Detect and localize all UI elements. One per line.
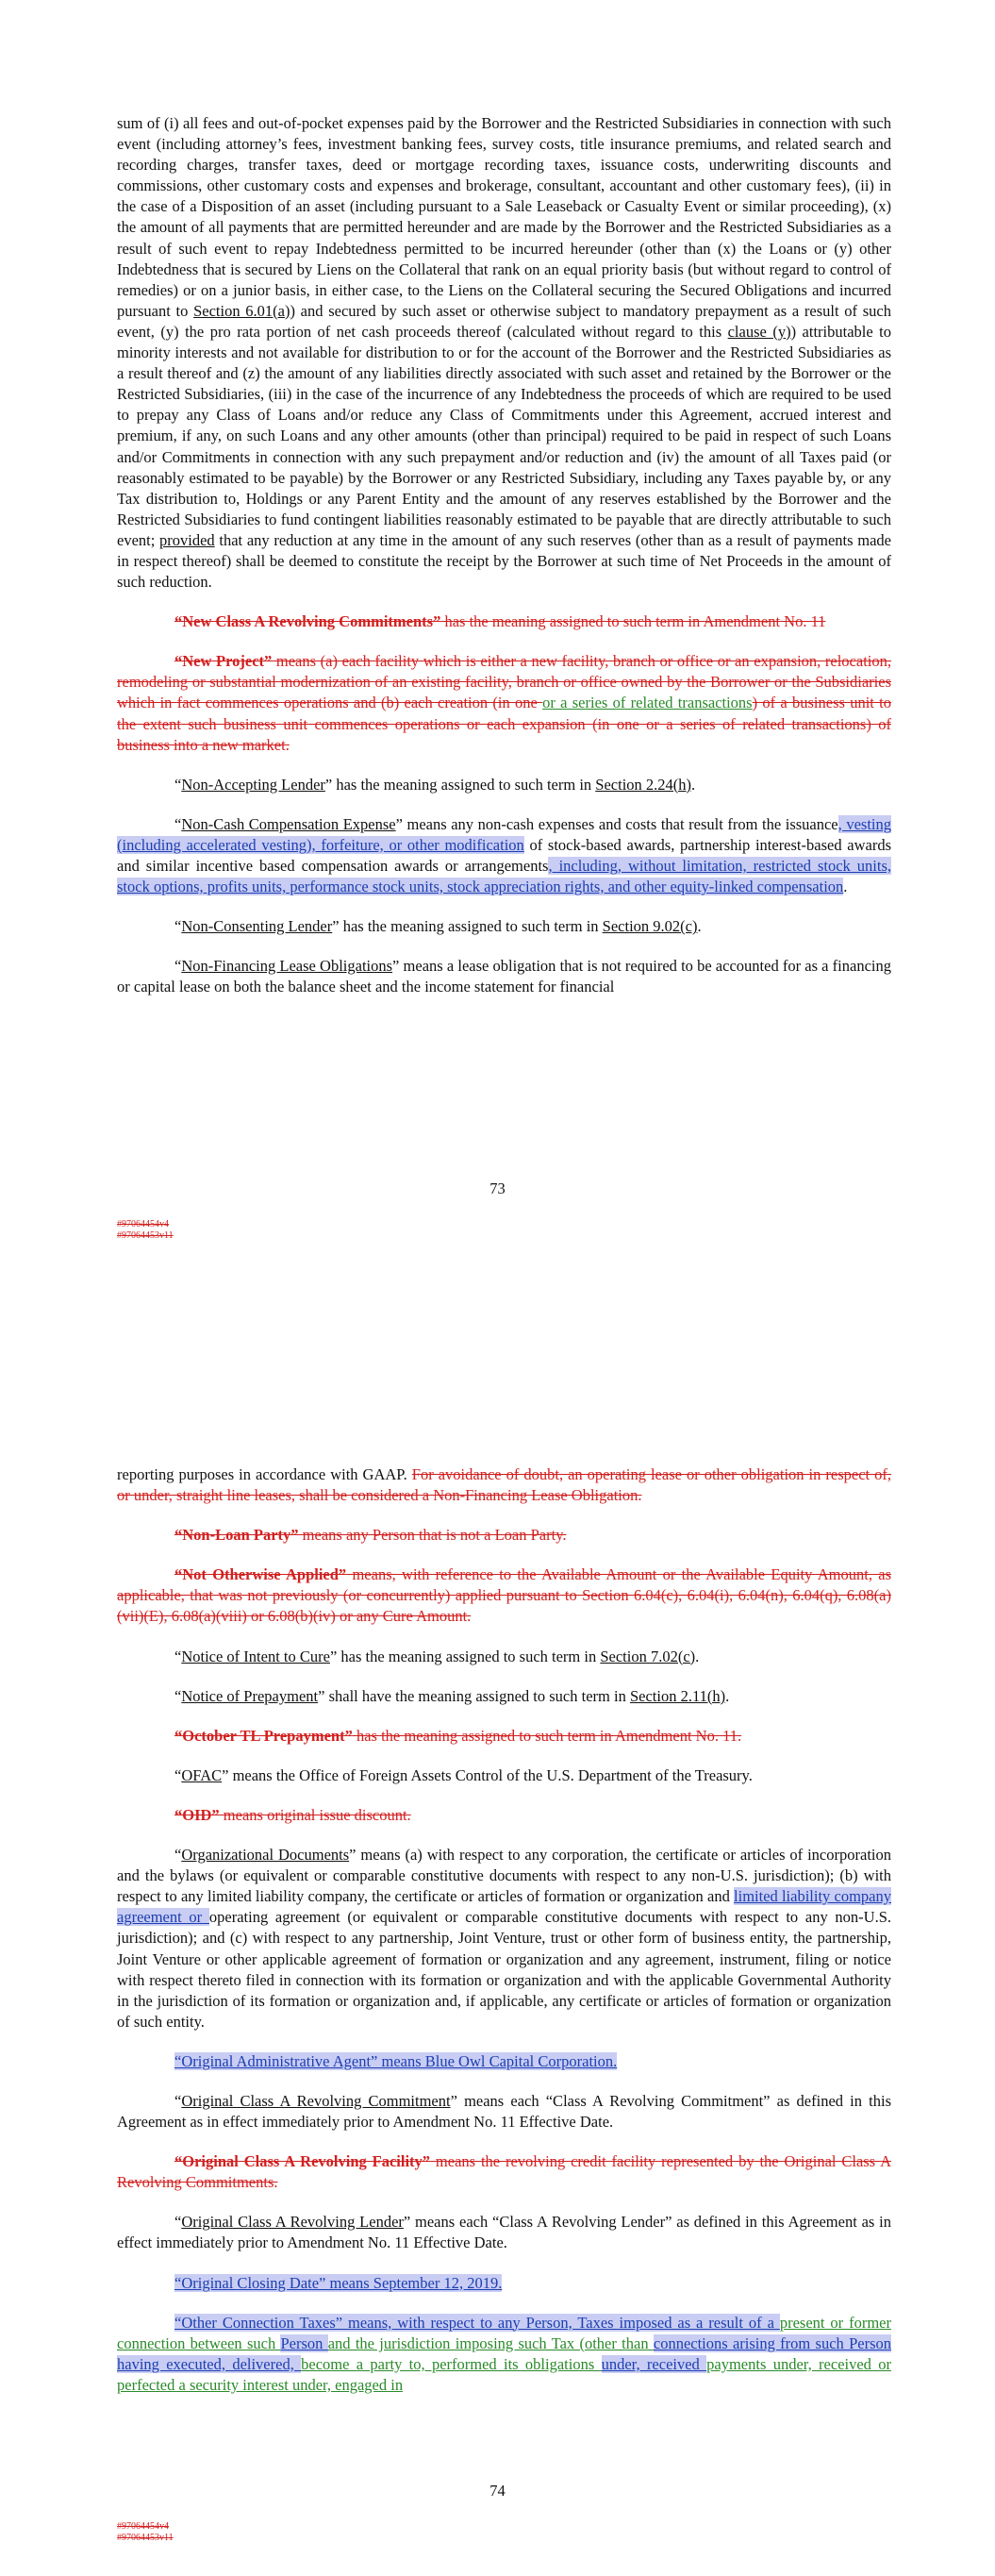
definition-non-cash-compensation-expense [0, 814, 995, 897]
inserted-text: limited liability company agreement or [117, 1887, 891, 1927]
quote: “ [174, 2091, 182, 2110]
document-id-footer [117, 2521, 174, 2544]
text: ) and secured by such asset or otherwise subject to mandatory prepayment as a result of such event, (y) the pro rata portion of net cash proceeds thereof (calculated without regard to this [117, 301, 891, 341]
inserted-text: “Original Closing Date” means September 12, 2019. [174, 2273, 503, 2292]
definition-non-consenting-lender [0, 916, 995, 937]
punct: . [697, 917, 702, 936]
deleted-text: For avoidance of doubt, an operating lease or other obligation in respect of, or under, straight line leases, shall be considered a Non-Financing Lease Obligation. [117, 1465, 891, 1505]
definition-text: ” shall have the meaning assigned to such term in [318, 1686, 630, 1705]
text: sum of (i) all fees and out-of-pocket expenses paid by the Borrower and the Restricted Subsidiaries in connection with such event (including attorney’s fees, investment banking fees, survey costs, title insurance premiums, and related search and recording charges, transfer taxes, deed or mortgage recording taxes, issuance costs, underwriting discounts and commissions, other customary costs and expenses and brokerage, consultant, accountant and other customary fees), (ii) in the case of a Disposition of an asset (including pursuant to a Sale Leaseback or Casualty Event or similar proceeding), (x) the amount of all payments that are permitted hereunder and are made by the Borrower and the Restricted Subsidiaries as a result of such event to repay Indebtedness permitted to be incurred hereunder (other than (x) the Loans or (y) other Indebtedness that is secured by Liens on the Collateral that rank on an equal priority basis (but without regard to control of remedies) or on a junior basis, in either case, to the Liens on the Collateral securing the Secured Obligations and incurred pursuant to [117, 114, 891, 320]
defined-term: Organizational Documents [181, 1846, 350, 1865]
definition-october-tl-prepayment [0, 1726, 995, 1747]
section-reference: Section 9.02(c) [602, 917, 698, 936]
text: that any reduction at any time in the amount of any such reserves (other than as a result of payments made in respect thereof) shall be deemed to constitute the receipt by the Borrower at such time of Net Proceeds in the amount of such reduction. [117, 530, 891, 592]
definition-text: ” means a lease obligation that is not required to be accounted for as a financing or capital lease on both the balance sheet and the income statement for financial [117, 957, 891, 996]
quote: “ [174, 957, 182, 976]
text: reporting purposes in accordance with GAAP. [117, 1465, 412, 1483]
doc-id: #97064454v4 [117, 2521, 169, 2532]
document-id-footer [117, 1219, 174, 1242]
quote: “ [174, 2213, 182, 2232]
page-74 [0, 1464, 995, 2396]
moved-text: become a party to, performed its obligations [301, 2354, 602, 2373]
defined-term: “Not Otherwise Applied” [174, 1565, 347, 1584]
definition-non-loan-party [0, 1525, 995, 1546]
punct: . [695, 1647, 700, 1665]
defined-term: Original Class A Revolving Commitment [181, 2091, 451, 2110]
section-reference: Section 7.02(c) [600, 1647, 696, 1665]
definition-organizational-documents [0, 1845, 995, 2032]
deleted-text: means (a) each facility which is either a new facility, branch or office or an expansion, relocation, remodeling or substantial modernization of an existing facility, branch or office owned by the Borrower or the Subsidiaries which in fact commences operations and (b) each creation (in one [117, 652, 891, 712]
definition-text: means any Person that is not a Loan Party. [298, 1526, 567, 1545]
defined-term: “New Class A Revolving Commitments” [174, 612, 441, 631]
definition-non-accepting-lender [0, 775, 995, 795]
section-reference: Section 2.24(h) [595, 775, 692, 794]
definition-text: means original issue discount. [219, 1805, 411, 1824]
page-number: 73 [489, 1179, 506, 1197]
defined-term: Non-Accepting Lender [181, 775, 325, 794]
doc-id: #97064453v11 [117, 1230, 174, 1241]
clause-reference: clause (y) [727, 322, 791, 341]
defined-term: “Original Class A Revolving Facility” [174, 2152, 431, 2171]
defined-term: OFAC [181, 1765, 223, 1784]
inserted-text: connections arising from such Person having executed, delivered, [117, 2333, 891, 2373]
page-number: 74 [489, 2482, 506, 2500]
inserted-text: “Original Administrative Agent” means Blue Owl Capital Corporation. [174, 2051, 618, 2070]
definition-text: ” has the meaning assigned to such term in [332, 917, 603, 936]
moved-text: or a series of related transactions [542, 694, 753, 712]
inserted-text: , including, without limitation, restricted stock units, stock options, profits units, performance stock units, stock appreciation rights, and other equity-linked compensation [117, 857, 891, 896]
definition-text: ” means each “Class A Revolving Lender” as defined in this Agreement as in effect immediately prior to Amendment No. 11 Effective Date. [117, 2213, 891, 2252]
defined-term: Notice of Prepayment [181, 1686, 319, 1705]
definition-text: means, with reference to the Available Amount or the Available Equity Amount, as applicable, that was not previously (or concurrently) applied pursuant to Section 6.04(c), 6.04(i), 6.04(n), 6.04(q), 6.08(a)(vii)(E), 6.08(a)(viii) or 6.08(b)(iv) or any Cure Amount. [117, 1565, 891, 1626]
definition-text: of stock-based awards, partnership interest-based awards and similar incentive based compensation awards or arrangements [117, 835, 891, 875]
deleted-text: ) of a business unit to the extent such business unit commences operations or each expansion (in one or a series of related transactions) of business into a new market. [117, 694, 891, 754]
defined-term: “October TL Prepayment” [174, 1726, 353, 1745]
quote: “ [174, 814, 182, 833]
quote: “ [174, 1686, 182, 1705]
punct: . [691, 775, 696, 794]
quote: “ [174, 775, 182, 794]
definition-other-connection-taxes [0, 2313, 995, 2396]
definition-original-closing-date [0, 2273, 995, 2294]
provided-term: provided [159, 530, 215, 549]
inserted-text: Person [280, 2333, 328, 2352]
section-reference: Section 6.01(a) [193, 301, 290, 320]
definition-text: operating agreement (or equivalent or comparable constitutive documents with respect to any non-U.S. jurisdiction); and (c) with respect to any partnership, Joint Venture, trust or other form of business entity, the partnership, Joint Venture or other applicable agreement of formation or organization and any agreement, instrument, filing or notice with respect thereto filed in connection with its formation or organization and with the applicable Governmental Authority in the jurisdiction of its formation or organization and, if applicable, any certificate or articles of formation or organization of such entity. [117, 1908, 892, 2031]
moved-text: and the jurisdiction imposing such Tax (other than [327, 2333, 654, 2352]
inserted-text: under, received [601, 2354, 707, 2373]
moved-text: payments under, received or perfected a security interest under, engaged in [117, 2354, 892, 2394]
definition-text: ” has the meaning assigned to such term in [324, 775, 596, 794]
defined-term: Notice of Intent to Cure [181, 1647, 330, 1665]
doc-id: #97064453v11 [117, 2533, 174, 2543]
definition-original-class-a-revolving-lender [0, 2212, 995, 2253]
definition-text: means the revolving credit facility represented by the Original Class A Revolving Commitments. [117, 2152, 891, 2192]
defined-term: “OID” [174, 1805, 220, 1824]
net-proceeds-continuation [0, 113, 995, 593]
defined-term: Non-Cash Compensation Expense [181, 814, 396, 833]
definition-text: has the meaning assigned to such term in Amendment No. 11. [352, 1726, 742, 1745]
definition-ofac [0, 1765, 995, 1786]
defined-term: “New Project” [174, 652, 273, 671]
quote: “ [174, 1765, 182, 1784]
page-73 [0, 113, 995, 997]
text: ) attributable to minority interests and not available for distribution to or for the account of the Borrower and the Restricted Subsidiaries as a result thereof and (z) the amount of any liabilities directly associated with such asset and retained by the Borrower or the Restricted Subsidiaries, (iii) in the case of the incurrence of any Indebtedness the proceeds of which are required to be used to prepay any Class of Loans and/or reduce any Class of Commitments under this Agreement, accrued interest and premium, if any, on such Loans and any other amounts (other than principal) required to be paid in respect of such Loans and/or Commitments in connection with any such prepayment and/or reduction and (iv) the amount of all Taxes paid (or reasonably estimated to be payable) by the Borrower or any Restricted Subsidiary, including any Taxes payable by, or any Tax distribution to, Holdings or any Parent Entity and the amount of any reserves established by the Borrower and the Restricted Subsidiaries to fund contingent liabilities reasonably estimated to be payable that are directly attributable to such event; [117, 322, 892, 549]
definition-text: ” means (a) with respect to any corporation, the certificate or articles of incorporation and the bylaws (or equivalent or comparable constitutive documents with respect to any non-U.S. jurisdiction); (b) with respect to any limited liability company, the certificate or articles of formation or organization and [117, 1846, 891, 1906]
definition-text: ” means each “Class A Revolving Commitment” as defined in this Agreement as in effect immediately prior to Amendment No. 11 Effective Date. [117, 2091, 891, 2132]
defined-term: Non-Financing Lease Obligations [181, 957, 393, 976]
inserted-text: , vesting (including accelerated vesting), forfeiture, or other modification [117, 814, 891, 854]
definition-original-administrative-agent [0, 2051, 995, 2072]
doc-id: #97064454v4 [117, 1219, 169, 1229]
definition-text: ” has the meaning assigned to such term in [329, 1647, 601, 1665]
quote: “ [174, 917, 182, 936]
definition-original-class-a-revolving-facility [0, 2151, 995, 2193]
quote: “ [174, 1647, 182, 1665]
definition-text: ” means the Office of Foreign Assets Control of the U.S. Department of the Treasury. [222, 1765, 753, 1784]
quote: “ [174, 1846, 182, 1865]
definition-non-financing-lease-obligations [0, 956, 995, 997]
non-financing-lease-continuation [0, 1464, 995, 1506]
section-reference: Section 2.11(h) [629, 1686, 726, 1705]
definition-not-otherwise-applied [0, 1564, 995, 1627]
defined-term: Original Class A Revolving Lender [181, 2213, 404, 2232]
defined-term: Non-Consenting Lender [181, 917, 333, 936]
inserted-text: “Other Connection Taxes” means, with respect to any Person, Taxes imposed as a result of a [174, 2313, 780, 2332]
punct: . [843, 878, 848, 896]
punct: . [725, 1686, 730, 1705]
definition-new-class-a-revolving-commitments [0, 611, 995, 632]
definition-text: ” means any non-cash expenses and costs that result from the issuance [395, 814, 838, 833]
definition-original-class-a-revolving-commitment [0, 2091, 995, 2133]
definition-text: has the meaning assigned to such term in Amendment No. 11 [440, 612, 826, 631]
definition-notice-of-intent-to-cure [0, 1647, 995, 1667]
definition-new-project [0, 651, 995, 755]
definition-oid [0, 1805, 995, 1826]
defined-term: “Non-Loan Party” [174, 1526, 299, 1545]
definition-notice-of-prepayment [0, 1686, 995, 1707]
moved-text: present or former connection between such [117, 2313, 891, 2352]
